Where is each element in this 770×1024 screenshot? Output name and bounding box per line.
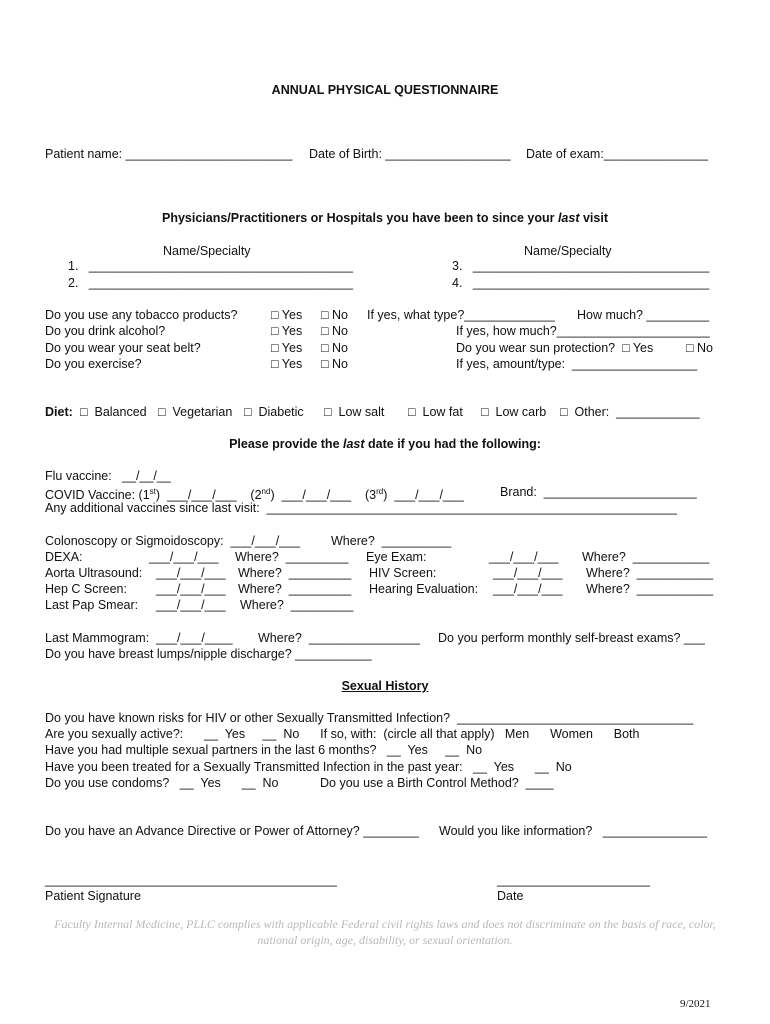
- hearing-label: Hearing Evaluation:: [369, 582, 479, 596]
- aorta-label: Aorta Ultrasound:: [45, 566, 143, 580]
- mammogram-date-field[interactable]: Last Mammogram: ___/___/____: [45, 631, 233, 645]
- nondiscrimination-notice: Faculty Internal Medicine, PLLC complies with applicable Federal civil rights laws and does not discriminate on the basis of race, color, national origin, age, disability, or sexual orientation.: [54, 917, 716, 947]
- alcohol-no-checkbox[interactable]: □ No: [321, 324, 349, 338]
- sun-protection-no-checkbox[interactable]: □ No: [686, 341, 714, 355]
- patient-name-field[interactable]: Patient name: ________________________: [45, 147, 293, 161]
- additional-vaccines-field[interactable]: Any additional vaccines since last visit: ___________________________________________________________: [45, 501, 677, 515]
- date-of-birth-field[interactable]: Date of Birth: __________________: [309, 147, 511, 161]
- last-dates-heading: Please provide the last date if you had the following:: [229, 437, 541, 451]
- sexual-history-heading: Sexual History: [341, 679, 429, 693]
- mammogram-where-field[interactable]: Where? ________________: [258, 631, 420, 645]
- seatbelt-question: Do you wear your seat belt?: [45, 341, 201, 355]
- tobacco-question: Do you use any tobacco products?: [45, 308, 238, 322]
- provider-line-3[interactable]: 3. __________________________________: [452, 259, 710, 273]
- pap-date-field[interactable]: ___/___/___: [156, 598, 226, 612]
- tobacco-no-checkbox[interactable]: □ No: [321, 308, 349, 322]
- diet-label: Diet:: [45, 405, 73, 419]
- alcohol-amount-field[interactable]: If yes, how much?______________________: [456, 324, 710, 338]
- hiv-screen-where-field[interactable]: Where? ___________: [586, 566, 714, 580]
- hiv-screen-date-field[interactable]: ___/___/___: [493, 566, 563, 580]
- hearing-where-field[interactable]: Where? ___________: [586, 582, 714, 596]
- provider-line-1[interactable]: 1. ______________________________________: [68, 259, 354, 273]
- multiple-partners-question[interactable]: Have you had multiple sexual partners in the last 6 months? __ Yes __ No: [45, 743, 483, 757]
- dexa-where-field[interactable]: Where? _________: [235, 550, 349, 564]
- hiv-screen-label: HIV Screen:: [369, 566, 437, 580]
- tobacco-type-field[interactable]: If yes, what type?_____________: [367, 308, 555, 322]
- exercise-yes-checkbox[interactable]: □ Yes: [271, 357, 303, 371]
- seatbelt-no-checkbox[interactable]: □ No: [321, 341, 349, 355]
- diet-low-fat-checkbox[interactable]: □ Low fat: [408, 405, 463, 419]
- diet-low-salt-checkbox[interactable]: □ Low salt: [324, 405, 385, 419]
- breast-lumps-question[interactable]: Do you have breast lumps/nipple discharge? ___________: [45, 647, 372, 661]
- date-of-exam-field[interactable]: Date of exam:_______________: [526, 147, 709, 161]
- providers-heading: Physicians/Practitioners or Hospitals you have been to since your last visit: [161, 211, 608, 225]
- covid-brand-field[interactable]: Brand: ______________________: [500, 485, 697, 499]
- exercise-no-checkbox[interactable]: □ No: [321, 357, 349, 371]
- condoms-question[interactable]: Do you use condoms? __ Yes __ No: [45, 776, 279, 790]
- page-number: 9/2021: [680, 998, 711, 1010]
- eye-exam-label: Eye Exam:: [366, 550, 427, 564]
- provider-line-4[interactable]: 4. __________________________________: [452, 276, 710, 290]
- pap-label: Last Pap Smear:: [45, 598, 139, 612]
- aorta-where-field[interactable]: Where? _________: [238, 566, 352, 580]
- alcohol-yes-checkbox[interactable]: □ Yes: [271, 324, 303, 338]
- pap-where-field[interactable]: Where? _________: [240, 598, 354, 612]
- birth-control-question[interactable]: Do you use a Birth Control Method? ____: [320, 776, 554, 790]
- flu-vaccine-field[interactable]: Flu vaccine: __/__/__: [45, 469, 171, 483]
- patient-signature-label: Patient Signature: [45, 889, 141, 903]
- hepc-label: Hep C Screen:: [45, 582, 127, 596]
- sun-protection-question[interactable]: Do you wear sun protection? □ Yes: [456, 341, 654, 355]
- dexa-label: DEXA:: [45, 550, 83, 564]
- dexa-date-field[interactable]: ___/___/___: [149, 550, 219, 564]
- advance-directive-info-field[interactable]: Would you like information? _______________: [439, 824, 708, 838]
- provider-line-2[interactable]: 2. ______________________________________: [68, 276, 354, 290]
- sexually-active-question[interactable]: Are you sexually active?: __ Yes __ No If so, with: (circle all that apply) Men Women Both: [45, 727, 640, 741]
- date-label: Date: [497, 889, 524, 903]
- diet-vegetarian-checkbox[interactable]: □ Vegetarian: [158, 405, 233, 419]
- exercise-question: Do you exercise?: [45, 357, 142, 371]
- advance-directive-question[interactable]: Do you have an Advance Directive or Power of Attorney? ________: [45, 824, 419, 838]
- covid-vaccine-field[interactable]: COVID Vaccine: (1st) ___/___/___ (2nd) ___/___/___ (3rd) ___/___/___: [45, 487, 464, 503]
- tobacco-amount-field[interactable]: How much? _________: [577, 308, 710, 322]
- hepc-where-field[interactable]: Where? _________: [238, 582, 352, 596]
- sti-treated-question[interactable]: Have you been treated for a Sexually Transmitted Infection in the past year: __ Yes __ No: [45, 760, 572, 774]
- tobacco-yes-checkbox[interactable]: □ Yes: [271, 308, 303, 322]
- colonoscopy-where-field[interactable]: Where? __________: [331, 534, 452, 548]
- exercise-amount-field[interactable]: If yes, amount/type: __________________: [456, 357, 698, 371]
- diet-balanced-checkbox[interactable]: □ Balanced: [80, 405, 147, 419]
- alcohol-question: Do you drink alcohol?: [45, 324, 166, 338]
- diet-other-field[interactable]: □ Other: ____________: [560, 405, 700, 419]
- providers-col-label-left: Name/Specialty: [163, 244, 251, 258]
- eye-exam-where-field[interactable]: Where? ___________: [582, 550, 710, 564]
- diet-diabetic-checkbox[interactable]: □ Diabetic: [244, 405, 304, 419]
- self-breast-exam-question[interactable]: Do you perform monthly self-breast exams? ___: [438, 631, 705, 645]
- hearing-date-field[interactable]: ___/___/___: [493, 582, 563, 596]
- date-signature-line[interactable]: ______________________: [497, 873, 650, 887]
- eye-exam-date-field[interactable]: ___/___/___: [489, 550, 559, 564]
- hiv-risk-question[interactable]: Do you have known risks for HIV or other Sexually Transmitted Infection? __________________________________: [45, 711, 694, 725]
- colonoscopy-date-field[interactable]: Colonoscopy or Sigmoidoscopy: ___/___/___: [45, 534, 301, 548]
- seatbelt-yes-checkbox[interactable]: □ Yes: [271, 341, 303, 355]
- diet-low-carb-checkbox[interactable]: □ Low carb: [481, 405, 547, 419]
- providers-col-label-right: Name/Specialty: [524, 244, 612, 258]
- hepc-date-field[interactable]: ___/___/___: [156, 582, 226, 596]
- aorta-date-field[interactable]: ___/___/___: [156, 566, 226, 580]
- page-title: ANNUAL PHYSICAL QUESTIONNAIRE: [271, 83, 499, 97]
- patient-signature-line[interactable]: __________________________________________: [45, 873, 337, 887]
